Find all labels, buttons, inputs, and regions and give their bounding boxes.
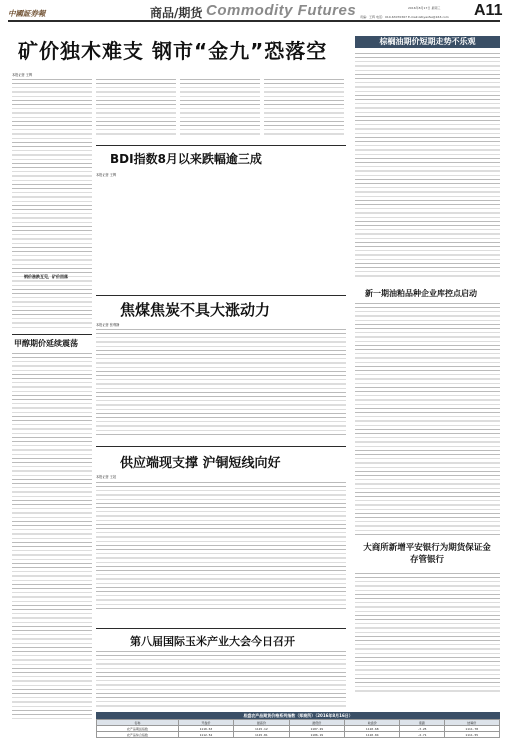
sidebar-top-body <box>355 52 500 280</box>
price-index-table-block <box>96 712 500 738</box>
date-line: 2016年8月17日 星期三 <box>408 6 441 10</box>
table-header-cell: 名称 <box>97 720 179 726</box>
section-title-en: Commodity Futures <box>206 2 357 19</box>
zinc-top-rule <box>12 334 92 335</box>
sidebar-top-head: 棕榈油期价短期走势不乐观 <box>355 36 500 48</box>
table-cell: -3.25 <box>400 726 444 732</box>
table-cell: 1115.12 <box>234 726 289 732</box>
table-cell: -2.71 <box>400 732 444 738</box>
bdi-top-rule <box>96 145 346 146</box>
corn-body <box>96 650 346 710</box>
lead-headline: 矿价独木难支 钢市“金九”恐落空 <box>18 39 328 63</box>
table-cell: 1111.55 <box>444 732 500 738</box>
table-title: 易盛农产品期货价格系列指数（郑商所）（2016年8月16日） <box>96 712 500 719</box>
lead-byline: 本报记者 王辉 <box>12 73 33 77</box>
lead-body-col2 <box>96 78 176 138</box>
coking-headline: 焦煤焦炭不具大涨动力 <box>120 301 271 319</box>
supply-body <box>96 481 346 611</box>
table-header-cell: 收盘价 <box>345 720 400 726</box>
supply-top-rule <box>96 446 346 447</box>
contact-line: 责编：王辉 电话：010-63070367 E-mail:zzbyaofei@163.com <box>360 15 449 19</box>
section-title-cn: 商品/期货 <box>150 6 203 20</box>
bdi-body <box>96 180 346 272</box>
table-cell: 1111.78 <box>444 726 500 732</box>
sidebar-bottom-body <box>355 572 500 692</box>
table-header-cell: 结算价 <box>444 720 500 726</box>
table-cell: 1110.68 <box>345 726 400 732</box>
zinc-body <box>12 352 92 722</box>
newspaper-logo: 中國証券報 <box>8 9 46 18</box>
table-header-cell: 开盘价 <box>178 720 233 726</box>
lead-body-col4 <box>264 78 344 138</box>
table-cell: 1110.63 <box>178 726 233 732</box>
coking-body <box>96 328 346 438</box>
sidebar-mid-headline: 新一期油粕品种企业库控点启动 <box>365 289 477 298</box>
corn-headline: 第八届国际玉米产业大会今日召开 <box>130 635 295 648</box>
masthead-rule <box>8 20 500 22</box>
table-cell: 1106.19 <box>289 732 344 738</box>
lead-body-col3 <box>180 78 260 138</box>
table-cell: 农产品期货指数 <box>97 726 179 732</box>
lead-body-col1 <box>12 78 92 328</box>
table-cell: 1112.54 <box>178 732 233 738</box>
table-row <box>97 732 500 738</box>
coking-top-rule <box>96 295 346 296</box>
table-header-cell: 最低价 <box>289 720 344 726</box>
supply-byline: 本报记者 王姣 <box>96 475 117 479</box>
table-cell: 农产品综合指数 <box>97 732 179 738</box>
page-number: A11 <box>474 2 503 19</box>
table-header-cell: 最高价 <box>234 720 289 726</box>
price-index-table <box>96 719 500 738</box>
bdi-byline: 本报记者 王辉 <box>96 173 117 177</box>
sidebar-mid-body <box>355 302 500 537</box>
coking-byline: 本报记者 张利静 <box>96 323 120 327</box>
lead-subhead: 钢价涨跌互见，矿价回落 <box>24 274 68 279</box>
corn-top-rule <box>96 628 346 629</box>
bdi-headline: BDI指数8月以来跌幅逾三成 <box>110 152 262 166</box>
sidebar-bottom-headline: 大商所新增平安银行为期货保证金存管银行 <box>363 543 491 565</box>
table-header-cell: 涨跌 <box>400 720 444 726</box>
table-cell: 1115.81 <box>234 732 289 738</box>
table-cell: 1110.04 <box>345 732 400 738</box>
supply-headline: 供应端现支撑 沪铜短线向好 <box>120 456 281 471</box>
table-cell: 1107.29 <box>289 726 344 732</box>
zinc-headline: 甲醇期价延续震荡 <box>14 339 78 348</box>
